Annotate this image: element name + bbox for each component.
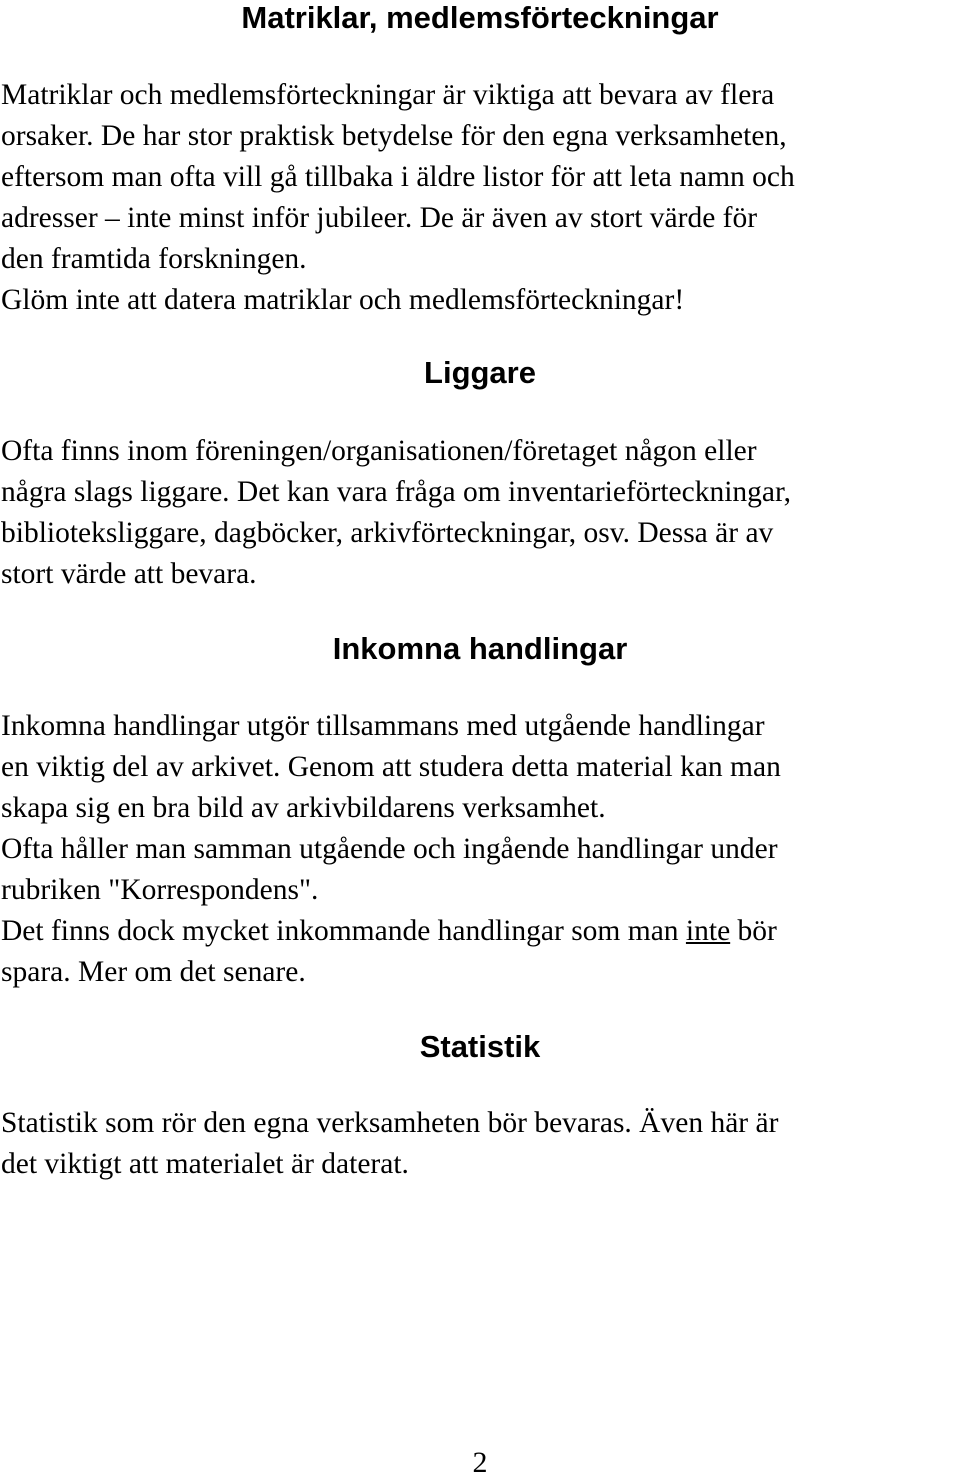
heading-liggare: Liggare: [424, 355, 536, 390]
text-line: skapa sig en bra bild av arkivbildarens verksamhet.: [1, 792, 606, 824]
text-line: rubriken "Korrespondens".: [1, 874, 319, 906]
text-line: biblioteksliggare, dagböcker, arkivförteckningar, osv. Dessa är av: [1, 517, 774, 549]
text-fragment: Det finns dock mycket inkommande handlingar som man: [1, 915, 686, 947]
underlined-word: inte: [685, 915, 731, 947]
text-line: spara. Mer om det senare.: [1, 956, 306, 988]
text-line: adresser – inte minst inför jubileer. De är även av stort värde för: [1, 202, 758, 234]
text-line: Inkomna handlingar utgör tillsammans med utgående handlingar: [1, 710, 765, 742]
text-line: Ofta håller man samman utgående och ingående handlingar under: [1, 833, 778, 865]
text-line: Matriklar och medlemsförteckningar är viktiga att bevara av flera: [1, 79, 775, 111]
text-line: Glöm inte att datera matriklar och medlemsförteckningar!: [1, 284, 685, 316]
paragraph-matriklar: [1, 75, 956, 321]
text-line: Ofta finns inom föreningen/organisationen/företaget någon eller: [1, 435, 757, 467]
text-line: den framtida forskningen.: [1, 243, 307, 275]
page-number: 2: [472, 1446, 488, 1479]
text-line: några slags liggare. Det kan vara fråga om inventarieförteckningar,: [1, 476, 792, 508]
text-line: eftersom man ofta vill gå tillbaka i äldre listor för att leta namn och: [1, 161, 795, 193]
text-line: Statistik som rör den egna verksamheten bör bevaras. Även här är: [1, 1107, 779, 1139]
heading-inkomna-handlingar: Inkomna handlingar: [332, 631, 628, 666]
text-line: orsaker. De har stor praktisk betydelse för den egna verksamheten,: [1, 120, 787, 152]
text-line: det viktigt att materialet är daterat.: [1, 1148, 409, 1180]
text-line: [1, 911, 956, 952]
paragraph-statistik: [1, 1103, 956, 1185]
heading-statistik: Statistik: [419, 1029, 541, 1064]
heading-matriklar: Matriklar, medlemsförteckningar: [241, 0, 719, 35]
text-fragment: bör: [730, 915, 777, 947]
text-line: stort värde att bevara.: [1, 558, 257, 590]
paragraph-inkomna-handlingar: [1, 706, 956, 993]
text-line: en viktig del av arkivet. Genom att studera detta material kan man: [1, 751, 781, 783]
paragraph-liggare: [1, 431, 956, 595]
